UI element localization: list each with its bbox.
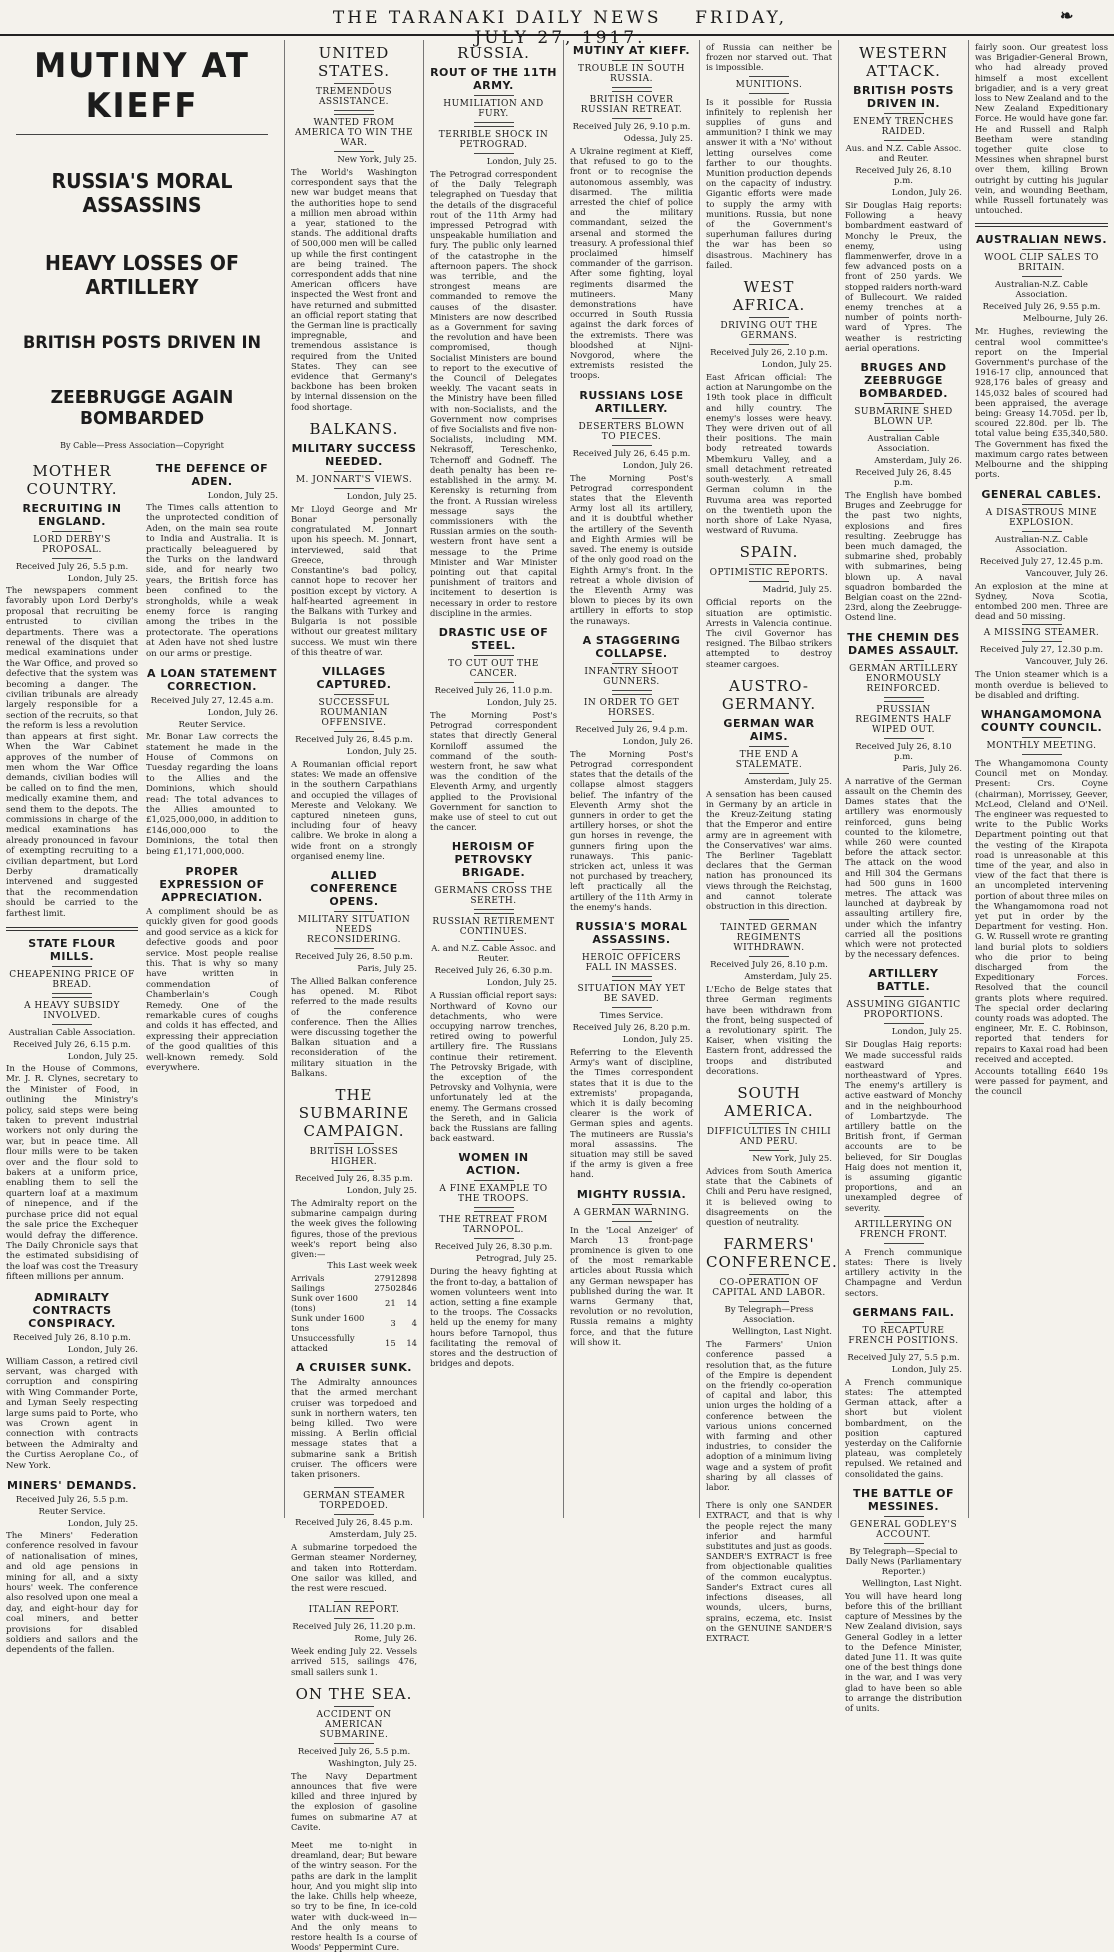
article-subheading: ENEMY TRENCHES RAIDED. (845, 113, 962, 141)
article-farmers-conference (706, 1235, 838, 1493)
article-heading: GENERAL CABLES. (981, 487, 1102, 501)
article-subheading: TROUBLE IN SOUTH RUSSIA. (570, 60, 693, 88)
article-subheading: GENERAL GODLEY'S ACCOUNT. (845, 1516, 962, 1544)
article-heading: AUSTRALIAN NEWS. (975, 233, 1108, 247)
association-line: Aus. and N.Z. Cable Assoc. and Reuter. (845, 144, 962, 164)
article-heading: A STAGGERING COLLAPSE. (582, 633, 681, 660)
article-heading: THE DEFENCE OF ADEN. (155, 462, 269, 488)
article-heading: ROUT OF THE 11TH ARMY. (430, 66, 557, 92)
received-line: Received July 26, 8.20 p.m. (572, 1022, 691, 1033)
dateline: London, July 25. (207, 491, 278, 501)
received-line: Received July 26, 5.5 p.m. (15, 1495, 129, 1505)
article-body: The Union steamer which is a month overdue is believed to be disabled and drifting. (975, 669, 1108, 700)
article-germans-fail (845, 1306, 962, 1479)
article-body: Is it possible for Russia infinitely to replenish her supplies of guns and ammunition? I think we may answer it with a 'No' without letting ourselves come farther to our thoughts. Munition production depends on the capacity of industry. Gigantic efforts were made to supply the army with munitions. Russia, but none of the Government's superhuman failures during the war has been so disastrous. Machinery has failed. (706, 96, 832, 270)
article-mighty-russia (570, 1188, 693, 1347)
article-balkans (291, 420, 417, 657)
received-line: Received July 26, 6.45 p.m. (572, 448, 691, 459)
article-body: A French communique states: There is lively artillery activity in the Champagne and Verdun sectors. (845, 1246, 962, 1298)
article-cruiser-sunk (291, 1361, 417, 1479)
article-russia (430, 44, 557, 618)
article-heading: THE CHEMIN DES DAMES ASSAULT. (847, 630, 960, 657)
dateline: London, July 25. (891, 1364, 962, 1375)
received-line: Received July 26, 6.15 p.m. (13, 1040, 131, 1050)
article-subheading: INFANTRY SHOOT GUNNERS. (570, 663, 693, 691)
section-heading: WESTERN ATTACK. (858, 44, 949, 80)
article-subheading: ACCIDENT ON AMERICAN SUBMARINE. (291, 1706, 417, 1744)
dateline: London, July 25. (622, 1034, 693, 1045)
received-line: Received July 26, 8.10 p.m. (855, 166, 952, 186)
dateline: Amsterdam, July 25. (744, 972, 832, 983)
divider (6, 927, 138, 931)
received-line: Received July 26, 8.10 p.m. (13, 1332, 131, 1343)
article-heading: BRUGES AND ZEEBRUGGE BOMBARDED. (858, 361, 948, 401)
article-heading: ADMIRALTY CONTRACTS CONSPIRACY. (28, 1290, 116, 1330)
article-heading: RECRUITING IN ENGLAND. (22, 502, 122, 528)
table-cell: 2846 (395, 1283, 417, 1294)
dateline: Amsterdam, July 25. (329, 1530, 417, 1541)
article-subheading: A MISSING STEAMER. (975, 624, 1108, 642)
article-subheading: PRUSSIAN REGIMENTS HALF WIPED OUT. (845, 701, 962, 739)
association-line: Australian-N.Z. Cable Association. (995, 534, 1088, 555)
dateline: London, July 25. (67, 1519, 138, 1529)
article-heading: MINERS' DEMANDS. (7, 1479, 137, 1492)
article-body: The Miners' Federation conference resolved in favour of nationalisation of mines, and old age pensions in mining for all, and a sixty hours' week. The conference also resolved upon one meal a day, and eight-hour day for coal miners, and better provisions for disabled soldiers and sailors and the dependents of the fallen. (6, 1531, 138, 1656)
article-body: An explosion at the mine at Sydney, Nova Scotia, entombed 200 men. Three are dead and 50 missing. (975, 580, 1108, 622)
article-subheading: TO CUT OUT THE CANCER. (430, 655, 557, 683)
article-allied-conference (291, 869, 417, 1078)
table-header: This Last week week (327, 1261, 417, 1272)
article-on-the-sea (291, 1685, 417, 1832)
article-heading: VILLAGES CAPTURED. (316, 664, 392, 691)
section-heading: AUSTRO-GERMANY. (721, 676, 817, 713)
column-6 (838, 40, 968, 1714)
article-body: of Russia can neither be frozen nor starved out. That is impossible. (706, 42, 832, 73)
section-heading: WEST AFRICA. (732, 278, 806, 315)
received-line: Received July 26, 8.10 p.m. (710, 960, 828, 971)
article-heading: A LOAN STATEMENT CORRECTION. (147, 667, 277, 694)
dateline: London, July 25. (346, 491, 417, 502)
article-subheading: RUSSIAN RETIREMENT CONTINUES. (430, 913, 557, 941)
article-submarine-campaign (291, 1086, 417, 1353)
received-line: Received July 26, 8.30 p.m. (434, 1242, 553, 1253)
article-body: The English have bombed Bruges and Zeebrugge for the past two nights, explosions and fires resulting. Zeebrugge has been much damaged, the submarine shed, probably with submarines, being blown up. A naval squadron bombarded the Belgian coast on the 22nd-23rd, along the Zeebrugge-Ostend line. (845, 490, 962, 623)
received-line: Received July 26, 8.10 p.m. (855, 741, 952, 762)
article-body: Week ending July 22. Vessels arrived 515, sailings 476, small sailers sunk 1. (291, 1646, 417, 1677)
article-body: L'Echo de Belge states that three German regiments have been withdrawn from the front, being suspected of a revolutionary spirit. The Kaiser, when visiting the Eastern front, addressed the troops and distributed decorations. (706, 984, 832, 1076)
article-subheading: GERMANS CROSS THE SERETH. (430, 882, 557, 910)
article-subheading: TO RECAPTURE FRENCH POSITIONS. (845, 1322, 962, 1350)
shipping-table (291, 1273, 417, 1353)
article-subheading: CHEAPENING PRICE OF BREAD. (6, 966, 138, 994)
article-subheading: HUMILIATION AND FURY. (430, 95, 557, 123)
article-body: The Morning Post's Petrograd correspondent states that directly General Korniloff assumed the command of the south-western front, he saw what was the condition of the Eleventh Army, and urgently applied to the Provisional Government for sanction to make use of steel to cut out the cancer. (430, 709, 557, 833)
dateline: New York, July 25. (337, 155, 417, 165)
article-body: The Admiralty report on the submarine campaign during the week gives the following figures, those of the previous week's report being also given:— (291, 1197, 417, 1259)
article-mutiny-kieff (570, 44, 693, 381)
lead-headline-1: MUTINY AT KIEFF (34, 46, 250, 126)
table-cell: 14 (406, 1338, 417, 1349)
article-body: The newspapers comment favorably upon Lord Derby's proposal that recruiting be entrusted to civilian departments. There was a renewal of the disquiet that medical examinations under the War Office, and proved so defective that the system was becoming a danger. The civilian tribunals are already largely responsible for a section of the recruits, so that the reform is less a revolution than appears at first sight. When the War Cabinet approves of the number of men whom the War Office demands, civilian bodies will be called on to find the men, medically examine them, and send them to the depots. The commissions in charge of the medical examinations has already pronounced in favour of exempting recruiting to a civilian department, but Lord Derby dramatically intervened and suggested that the recommendation should be carried to the farthest limit. (6, 586, 138, 919)
lead-headline-4: BRITISH POSTS DRIVEN IN (22, 333, 262, 353)
dateline: Paris, July 25. (357, 963, 417, 974)
article-body: A Ukraine regiment at Kieff, that refused to go to the front or to recognise the autonomous assembly, was disarmed. The militia arrested the chief of police and the military commandant, seized the arsenal and stormed the treasury. A professional thief proclaimed himself commander of the garrison. After some fighting, loyal regiments disarmed the mutineers. Many demonstrations have occurred in South Russia against the dark forces of the extremists. There was bloodshed at Nijni-Novgorod, where the extremists resisted the troops. (570, 146, 693, 381)
table-row (291, 1273, 417, 1283)
article-subheading: BRITISH LOSSES HIGHER. (291, 1143, 417, 1171)
table-row (291, 1313, 417, 1333)
received-line: Received July 27, 12.45 a.m. (150, 696, 274, 707)
section-heading: UNITED STATES. (318, 44, 390, 80)
article-flour-mills (6, 937, 138, 1283)
association-line: Australian-N.Z. Cable Association. (995, 280, 1088, 301)
dateline: Paris, July 26. (902, 763, 962, 774)
lead-headlines (6, 46, 278, 450)
article-heading: GERMAN WAR AIMS. (723, 716, 815, 743)
article-body: The Morning Post's Petrograd correspondent states that the details of the collapse almost staggers belief. The infantry of the Eleventh Army shot the gunners in order to get the artillery horses, or shot the gun horses in revenge, the gunners firing upon the runaways. This panic-stricken act, unless it was not purchased by treachery, left practically all the artillery of the 11th Army in the enemy's hands. (570, 748, 693, 912)
table-row (291, 1283, 417, 1293)
dateline: London, July 26. (622, 460, 693, 471)
article-aden (146, 462, 278, 659)
dateline: Rome, July 26. (354, 1634, 417, 1645)
received-line: Received July 26, 8.45 p.m. (295, 734, 413, 745)
article-body: The Times calls attention to the unprotected condition of Aden, on the main sea route to India and Australia. It is practically beleaguered by the Turks on the landward side, and for nearly two years, the British force has been confined to the strongholds, while a weak enemy force is ranging among the tribes in the protectorate. The operations at Aden have not shed lustre on our arms or prestige. (146, 503, 278, 659)
advert-body: A compliment should be as quickly given for good goods and good service as a kick for defective goods and poor service. Most people realise this. That is why so many have written in commendation of Chamberlain's Cough Remedy. One of the remarkable cures of coughs and colds it has effected, and expressing their appreciation of the good qualities of this well-known remedy. Sold everywhere. (146, 906, 278, 1074)
article-whangamomona-council (975, 708, 1108, 1097)
article-artillery-battle (845, 967, 962, 1297)
article-tainted-regiments (706, 919, 832, 1076)
article-heading: MIGHTY RUSSIA. (576, 1187, 687, 1201)
article-russians-lose-artillery (570, 389, 693, 626)
dateline: Petrograd, July 25. (475, 1254, 557, 1265)
article-italian-report (291, 1601, 417, 1677)
dateline: Wellington, Last Night. (862, 1578, 962, 1589)
section-heading: THE SUBMARINE CAMPAIGN. (298, 1085, 410, 1140)
dateline: London, July 25. (67, 1052, 138, 1062)
article-bruges-zeebrugge (845, 361, 962, 623)
article-body: William Casson, a retired civil servant, was charged with corruption and conspiring with Wing Commander Porte, and Lyman Seely respecting large sums paid to Porte, who was Crown agent in connection with contracts between the Admiralty and the Curtiss Aeroplane Co., of New York. (6, 1356, 138, 1471)
divider (16, 134, 268, 135)
article-subheading: A FINE EXAMPLE TO THE TROOPS. (430, 1180, 557, 1208)
article-petrovsky-brigade (430, 840, 557, 1143)
received-line: Received July 26, 9.55 p.m. (982, 302, 1101, 313)
article-body: Sir Douglas Haig reports: We made successful raids eastward and northeastward of Ypres. The enemy's artillery is active eastward of Monchy and in the neighbourhood of Lombartzyde. The artillery battle on the British front, if German accounts are to be believed, for Sir Douglas Haig does not mention it, is assuming gigantic proportions, and an unexampled degree of severity. (845, 1039, 962, 1213)
dateline: London, July 25. (891, 1027, 962, 1038)
article-subheading: A HEAVY SUBSIDY INVOLVED. (6, 997, 138, 1025)
dateline: London, July 26. (622, 736, 693, 747)
article-subheading: ARTILLERYING ON FRENCH FRONT. (845, 1216, 962, 1244)
received-line: Received July 26, 5.5 p.m. (297, 1746, 411, 1757)
article-body: A sensation has been caused in Germany by an article in the Kreuz-Zeitung stating that the Emperor and entire army are in agreement with the Conservatives' war aims. The Berliner Tageblatt declares that the German nation has pronounced its views through the Reichstag, and cannot tolerate obstruction in this direction. (706, 788, 832, 911)
article-heading: HEROISM OF PETROVSKY BRIGADE. (451, 840, 536, 880)
article-subheading: THE END A STALEMATE. (706, 746, 832, 774)
section-heading: RUSSIA. (457, 44, 530, 62)
article-mother-country (6, 462, 138, 919)
received-line: Received July 26, 8.50 p.m. (295, 951, 413, 962)
advertisement-sander-extract (706, 1500, 832, 1643)
article-subheading: SITUATION MAY YET BE SAVED. (570, 980, 693, 1008)
article-heading: ALLIED CONFERENCE OPENS. (310, 868, 398, 908)
column-2 (284, 40, 423, 1952)
article-body: The Morning Post's Petrograd correspondent states that the Eleventh Army lost all its artillery, and it is doubtful whether the artillery of the Seventh and Eighth Armies will be saved. The enemy is outside of the only good road on the Eighth Army's front. In the retreat a whole division of the Eleventh Army was blown to pieces by its own artillery in efforts to stop the runaways. (570, 472, 693, 626)
article-body: Mr. Hughes, reviewing the central wool committee's report on the Imperial Government's purchase of the 1916-17 clip, announced that 928,176 bales of greasy and 145,032 bales of scoured had been appraised, the average being: Greasy 14.705d. per lb, scoured 22.80d. per lb. The total value being £35,340,580. The Government has fixed the maximum cargo rates between Melbourne and the shipping ports. (975, 326, 1108, 480)
article-subheading: DRIVING OUT THE GERMANS. (706, 317, 832, 345)
article-admiralty (6, 1291, 138, 1471)
advertisement-peppermint-cure (291, 1840, 417, 1952)
dateline: Odessa, July 25. (623, 134, 693, 144)
dateline: London, July 25. (486, 978, 557, 989)
table-cell: 2791 (374, 1273, 396, 1284)
article-heading: RUSSIANS LOSE ARTILLERY. (579, 388, 684, 415)
article-body: Advices from South America state that the Cabinets of Chili and Peru have resigned, it is believed owing to disagreements on the question of neutrality. (706, 1166, 832, 1228)
article-subheading: OPTIMISTIC REPORTS. (706, 564, 832, 582)
column-1 (0, 40, 284, 1656)
article-heading: MILITARY SUCCESS NEEDED. (291, 441, 417, 468)
section-heading: FARMERS' CONFERENCE. (706, 1235, 838, 1272)
received-line: Received July 26, 8.45 p.m. (855, 468, 952, 489)
lead-headline-5: ZEEBRUGGE AGAIN BOMBARDED (50, 387, 234, 429)
article-german-steamer (291, 1487, 417, 1593)
service-line: Times Service. (599, 1010, 664, 1021)
dateline: London, July 25. (346, 1185, 417, 1196)
table-cell: 2898 (395, 1273, 417, 1284)
article-body: A narrative of the German assault on the Chemin des Dames states that the artillery was enormously reinforced, guns being counted to the kilometre, while 260 were counted before the attack sector. The attack on the wood and Hill 304 the Germans had 500 guns in 1600 metres. The attack was launched at daybreak by assaulting artillery fire, under which the infantry carried all the positions which were not protected by the necessary defences. (845, 775, 962, 960)
article-body: During the heavy fighting at the front to-day, a battalion of women volunteers went into action, setting a fine example to the troops. The Cossacks held up the enemy for many hours before Tarnopol, thus facilitating the removal of stores and the destruction of bridges and depots. (430, 1266, 557, 1369)
column-5 (699, 40, 838, 1643)
article-subheading: M. JONNART'S VIEWS. (291, 471, 417, 489)
article-subheading: MONTHLY MEETING. (975, 737, 1108, 755)
article-heading: A CRUISER SUNK. (296, 1361, 412, 1375)
article-subheading: GERMAN STEAMER TORPEDOED. (291, 1487, 417, 1515)
article-women-in-action (430, 1151, 557, 1368)
article-subheading: A DISASTROUS MINE EXPLOSION. (975, 504, 1108, 532)
article-subheading: TREMENDOUS ASSISTANCE. (291, 83, 417, 111)
table-cell: 2750 (374, 1283, 396, 1294)
received-line: Received July 27, 12.45 p.m. (979, 556, 1104, 567)
article-body: fairly soon. Our greatest loss was Brigadier-General Brown, who had already proved himself a most excellent brigadier, and is a very great loss to New Zealand and to the New Zealand Expeditionary Force. He would have gone far. He and Russell and Ralph Beetham were standing together quite close to Messines when shrapnel burst over them, killing Brown outright by cutting his jugular vein, and wounding Beetham, while Russell fortunately was untouched. (975, 42, 1108, 216)
dateline: Wellington, Last Night. (732, 1327, 832, 1338)
article-drastic-steel (430, 626, 557, 832)
article-subheading: WANTED FROM AMERICA TO WIN THE WAR. (291, 114, 417, 152)
dateline: London, July 26. (891, 188, 962, 198)
table-cell: Sailings (291, 1283, 325, 1294)
section-heading: SPAIN. (739, 543, 799, 562)
article-subheading: DIFFICULTIES IN CHILI AND PERU. (706, 1123, 832, 1151)
column-7 (968, 40, 1114, 1518)
article-subheading: LORD DERBY'S PROPOSAL. (6, 531, 138, 559)
article-chemin-des-dames (845, 631, 962, 960)
article-loan (146, 667, 278, 857)
article-body: The Admiralty announces that the armed merchant cruiser was torpedoed and sunk in northern waters, ten being killed. Two were missing. A Berlin official message states that a submarine sank a British cruiser. The officers were taken prisoners. (291, 1377, 417, 1480)
received-line: Received July 27, 5.5 p.m. (847, 1352, 960, 1363)
article-body: The World's Washington correspondent says that the new war budget means that the authorities hope to send a million men abroad within a year, stationed to the stands. The additional drafts of 500,000 men will be called up while the first contingent are being trained. The correspondent adds that nine American officers have inspected the West front and have returned and submitted an official report stating that the German line is practically impregnable, and tremendous assistance is required from the United States. They can see evidence that Germany's backbone has been broken by internal dissension on the food shortage. (291, 167, 417, 412)
table-row (291, 1293, 417, 1313)
table-cell: Unsuccessfully attacked (291, 1333, 355, 1354)
article-australian-news (975, 233, 1108, 479)
article-body: A Roumanian official report states: We made an offensive in the southern Carpathians and occupied the villages of Mereste and Velokany. We captured nineteen guns, including four of heavy calibre. We broke in along a wide front on a strongly organised enemy line. (291, 758, 417, 861)
article-subheading: HEROIC OFFICERS FALL IN MASSES. (570, 949, 693, 977)
article-miners (6, 1479, 138, 1656)
article-body: A submarine torpedoed the German steamer Norderney, and taken into Rotterdam. One sailor was killed, and the rest were rescued. (291, 1542, 417, 1594)
article-austro-germany (706, 677, 832, 911)
credit-line: By Telegraph—Press Association. (724, 1305, 814, 1326)
table-cell: 21 (385, 1298, 396, 1309)
lead-credit: By Cable—Press Association—Copyright (60, 441, 224, 450)
column-4 (563, 40, 699, 1518)
article-heading: ARTILLERY BATTLE. (868, 967, 939, 994)
table-cell: Arrivals (291, 1273, 325, 1284)
article-subheading: TAINTED GERMAN REGIMENTS WITHDRAWN. (706, 919, 832, 957)
dateline: London, July 25. (761, 360, 832, 371)
article-body: Official reports on the situation are optimistic. Arrests in Valencia continue. The civil Governor has resigned. The Bilbao strikers attempted to destroy steamer cargoes. (706, 597, 832, 669)
page-number-mark: ❧ (1060, 6, 1074, 25)
article-subheading: MILITARY SITUATION NEEDS RECONSIDERING. (291, 911, 417, 949)
dateline: Washington, July 25. (328, 1758, 417, 1769)
article-subheading: CO-OPERATION OF CAPITAL AND LABOR. (706, 1274, 832, 1302)
article-united-states (291, 44, 417, 412)
lead-headline-2: RUSSIA'S MORAL ASSASSINS (51, 169, 233, 217)
table-cell: 14 (406, 1298, 417, 1309)
article-subheading: GERMAN ARTILLERY ENORMOUSLY REINFORCED. (845, 660, 962, 698)
dateline: Amsterdam, July 25. (744, 776, 832, 787)
article-western-attack (845, 44, 962, 353)
article-body: East African official: The action at Narungombe on the 19th took place in difficult and hilly country. The enemy's losses were heavy. They were driven out of all their positions. The main body retreated towards Mbemkuru Valley, and a small detachment retreated south-westerly. A small German column in the Ruvuma area was reported on the twentieth upon the north shore of Lake Nyasa, westward of Ruvuma. (706, 372, 832, 536)
dateline: Madrid, July 25. (762, 585, 832, 596)
article-heading: THE BATTLE OF MESSINES. (852, 1486, 955, 1513)
received-line: Received July 26, 8.35 p.m. (295, 1173, 413, 1184)
article-staggering-collapse (570, 634, 693, 912)
dateline: London, July 25. (486, 697, 557, 708)
divider (975, 223, 1108, 227)
article-body: The Navy Department announces that five were killed and three injured by the explosion of gasoline fumes on submarine A7 at Cavite. (291, 1770, 417, 1832)
article-heading: STATE FLOUR MILLS. (28, 937, 116, 963)
dateline: London, July 25. (67, 574, 138, 584)
received-line: Received July 26, 2.10 p.m. (710, 348, 828, 359)
article-subheading: SUCCESSFUL ROUMANIAN OFFENSIVE. (291, 694, 417, 732)
article-body: Mr. Bonar Law corrects the statement he made in the House of Commons on Tuesday regarding the loans to the Allies and the Dominions, which should read: The total advances to the Allies amounted to £1,025,000,000, in addition to £146,000,000 to the Dominions, the total then being £1,171,000,000. (146, 732, 278, 857)
article-heading: GERMANS FAIL. (852, 1305, 955, 1319)
article-spain (706, 543, 832, 668)
received-line: Received July 26, 9.10 p.m. (572, 122, 691, 132)
dateline: Vancouver, July 26. (1025, 657, 1108, 668)
section-heading: MOTHER COUNTRY. (26, 462, 118, 498)
dateline: London, July 25. (486, 157, 557, 167)
article-body: Sir Douglas Haig reports: Following a heavy bombardment eastward of Monchy le Preux, the enemy, using flammenwerfer, drove in a few advanced posts on a front of 250 yards. We stopped raiders north-ward of Bullecourt. We raided enemy trenches at a number of points north-ward of Ypres. The weather is restricting aerial operations. (845, 200, 962, 353)
dateline: London, July 25. (346, 746, 417, 757)
dateline: London, July 26. (207, 708, 278, 719)
newspaper-name: THE TARANAKI DAILY NEWS (332, 8, 662, 28)
section-heading: SOUTH AMERICA. (724, 1084, 814, 1120)
article-subheading: IN ORDER TO GET HORSES. (570, 694, 693, 722)
article-subheading: THE RETREAT FROM TARNOPOL. (430, 1211, 557, 1239)
service-line: Reuter Service. (38, 1507, 106, 1517)
column-3 (423, 40, 563, 1518)
article-body: Accounts totalling £640 19s were passed for payment, and the council (975, 1066, 1108, 1097)
received-line: Received July 26, 11.0 p.m. (434, 685, 553, 696)
article-south-america (706, 1084, 832, 1227)
lead-headline-3: HEAVY LOSSES OF ARTILLERY (45, 251, 239, 299)
received-line: Received July 26, 11.20 p.m. (292, 1622, 416, 1633)
article-heading: WOMEN IN ACTION. (458, 1151, 529, 1178)
received-line: Received July 27, 12.30 p.m. (979, 645, 1104, 656)
article-body: The Petrograd correspondent of the Daily Telegraph telegraphed on Tuesday that the details of the disgraceful rout of the 11th Army had impressed Petrograd with unspeakable humiliation and fury. The public only learned of the catastrophe in the afternoon papers. The shock was terrible, and the strongest means are commanded to remove the causes of the disaster. Ministers are now described as a Government for saving the revolution and have been compromised, though Socialist Ministers are bound to report to the executive of the Council of Delegates weekly. The vacant seats in the Ministry have been filled with non-Socialists, and the Government now comprises of five Socialists and five non-Socialists, including MM. Nekrasoff, Tereschenko, Tchernoff and Godneff. The death penalty has been re-established in the army. M. Kerensky is returning from the front. A Russian wireless message says the commissioners with the Russian armies on the south-western front have sent a message to the Prime Minister and War Minister pointing out that capital punishment of traitors and incitement to desertion is necessary in order to restore discipline in the armies. (430, 169, 557, 618)
received-line: Received July 26, 9.4 p.m. (575, 724, 688, 735)
article-heading: MUTINY AT KIEFF. (572, 44, 691, 57)
received-line: Received July 26, 6.30 p.m. (434, 966, 553, 977)
association-line: Australian Cable Association. (867, 434, 940, 455)
article-general-cables (975, 488, 1108, 700)
table-cell: Sunk under 1600 tons (291, 1313, 365, 1334)
credit-line: By Telegraph—Special to Daily News (Parliamentary Reporter.) (845, 1546, 962, 1577)
article-villages (291, 665, 417, 861)
article-heading: WHANGAMOMONA COUNTY COUNCIL. (980, 707, 1103, 734)
article-battle-of-messines (845, 1487, 962, 1713)
advertisement-cough-remedy (146, 865, 278, 1074)
advert-body: There is only one SANDER EXTRACT, and that is why the people reject the many inferior and harmful substitutes and just as goods. SANDER'S EXTRACT is free from objectionable qualities of the common eucalyptus. Sander's Extract cures all infections diseases, all wounds, ulcers, burns, sprains, eczema, etc. Insist on the GENUINE SANDER'S EXTRACT. (706, 1500, 832, 1643)
article-heading: DRASTIC USE OF STEEL. (438, 625, 549, 652)
article-heading: RUSSIA'S MORAL ASSASSINS. (575, 919, 688, 946)
table-cell: 15 (385, 1338, 396, 1349)
article-moral-assassins (570, 920, 693, 1180)
article-body: In the House of Commons, Mr. J. R. Clynes, secretary to the Minister of Food, in outlining the Ministry's policy, said steps were being taken to prevent industrial workers not only during the war, but in peace time. All flour mills were to be taken over and the flour sold to bakers at a uniform price, enabling them to sell the quartern loaf at a maximum of ninepence, and if the purchase price did not equal the sale price the Exchequer would defray the difference. The Daily Chronicle says that the estimated subsidising of the loaf was cost the Treasury fifteen millions per annum. (6, 1064, 138, 1283)
table-row (291, 1333, 417, 1353)
table-cell: Sunk over 1600 (tons) (291, 1293, 358, 1314)
article-subheading: WOOL CLIP SALES TO BRITAIN. (975, 249, 1108, 277)
issue-date: FRIDAY, JULY 27, 1917. (474, 8, 788, 48)
article-west-africa (706, 278, 832, 535)
advert-heading: PROPER EXPRESSION OF APPRECIATION. (159, 864, 265, 904)
article-continuation (706, 42, 832, 270)
article-body: Referring to the Eleventh Army's want of discipline, the Times correspondent states that it is due to the extremists' propaganda, which it is daily becoming clearer is the work of German spies and agents. The mutineers are Russia's moral assassins. The situation may still be saved if the army is given a free hand. (570, 1046, 693, 1180)
article-heading: BRITISH POSTS DRIVEN IN. (853, 84, 954, 110)
dateline: London, July 26. (67, 1344, 138, 1355)
article-subheading: DESERTERS BLOWN TO PIECES. (570, 418, 693, 446)
article-body: The Allied Balkan conference has opened. M. Ribot referred to the made results of the conference conference. Then the Allies were discussing together the Balkan situation and a reconsideration of the military situation in the Balkans. (291, 975, 417, 1078)
article-subheading: A GERMAN WARNING. (570, 1204, 693, 1222)
association-line: A. and N.Z. Cable Assoc. and Reuter. (431, 944, 556, 965)
dateline: New York, July 25. (752, 1154, 832, 1164)
article-body: A French communique states: The attempted German attack, after a short but violent bombardment, on the position captured yesterday on the Californie plateau, was completely repulsed. We retained and consolidated the gains. (845, 1376, 962, 1479)
table-cell: 4 (411, 1318, 417, 1329)
association-line: Australian Cable Association. (8, 1028, 136, 1038)
section-heading: ON THE SEA. (295, 1684, 413, 1703)
section-heading: BALKANS. (309, 419, 399, 438)
article-subheading: ASSUMING GIGANTIC PROPORTIONS. (845, 996, 962, 1024)
masthead (0, 0, 1114, 48)
article-continuation (975, 42, 1108, 215)
received-line: Received July 26, 8.45 p.m. (295, 1518, 413, 1529)
article-body: Mr Lloyd George and Mr Bonar personally congratulated M. Jonnart upon his speech. M. Jonnart, interviewed, said that Greece, through Constantine's bad policy, cannot hope to recover her position except by victory. A half-hearted agreement in the Balkans with Turkey and Bulgaria is not possible without our greatest military success. We must win there of this theatre of war. (291, 503, 417, 657)
article-subheading: SUBMARINE SHED BLOWN UP. (845, 403, 962, 431)
received-line: Received July 26, 5.5 p.m. (15, 562, 129, 572)
article-body: The Whangamomona County Council met on Monday. Present: Crs. Coyne (chairman), Morrissey, Geever, McLeod, Cleland and O'Neil. The engineer was requested to write to the Public Works Department pointing out that the vesting of the Kirapota road is unreasonable at this time of the year, and also in view of the fact that there is an uncompleted intervening portion of about three miles on the Whangamomona road not yet put in order by the Department for vesting. Hon. G. W. Russell wrote re granting land burial plots to soldiers who die prior to being discharged from the Expeditionary Forces. Resolved that the council grants plots where required. The special order declaring county roads was adopted. The engineer, Mr. E. C. Robinson, reported that tenders for repairs to Kaxai road had been received and accepted. (975, 757, 1108, 1064)
article-subheading: BRITISH COVER RUSSIAN RETREAT. (570, 91, 693, 119)
table-cell: 3 (390, 1318, 396, 1329)
article-subheading: MUNITIONS. (706, 76, 832, 94)
article-body: The Farmers' Union conference passed a resolution that, as the future of the Empire is dependent on the friendly co-operation of capital and labor, this union urges the holding of a conference between the various unions concerned with farming and other industries, to consider the adoption of a minimum living wage and a system of profit sharing by all classes of labor. (706, 1339, 832, 1493)
article-subheading: ITALIAN REPORT. (291, 1601, 417, 1619)
dateline: Vancouver, July 26. (1025, 568, 1108, 579)
advert-body: Meet me to-night in dreamland, dear; But beware of the wintry season. For the paths are dark in the lamplit hour, And you might slip into the lake. Chills help wheeze, so try to be fine, In ice-cold water with duck-weed in— And the only means to restore health Is a course of Woods' Peppermint Cure. (291, 1840, 417, 1952)
service-line: Reuter Service. (178, 720, 246, 731)
article-subheading: TERRIBLE SHOCK IN PETROGRAD. (430, 126, 557, 154)
dateline: Melbourne, July 26. (1022, 314, 1108, 325)
article-body: You will have heard long before this of the brilliant capture of Messines by the New Zealand division, says General Godley in a letter to the Defence Minister, dated June 11. It was quite one of the best things done in the war, and I was very glad to have been so able to arrange the distribution of units. (845, 1590, 962, 1714)
article-body: A Russian official report says: Northward of Kovno our detachments, who were occupying narrow trenches, retired owing to powerful artillery fire. The Russians continue their retirement. The Petrovsky Brigade, with the exception of the Petrovsky and Volhynia, were unfortunately led at the enemy. The Germans crossed the Sereth, and in Galicia back the Russians are falling back eastward. (430, 990, 557, 1144)
article-body: In the 'Local Anzeiger' of March 13 front-page prominence is given to one of the most remarkable articles about Russia which any German newspaper has published during the war. It warns Germany that, revolution or no revolution, Russia remains a mighty force, and that the future will show it. (570, 1224, 693, 1347)
dateline: Amsterdam, July 26. (874, 456, 962, 467)
